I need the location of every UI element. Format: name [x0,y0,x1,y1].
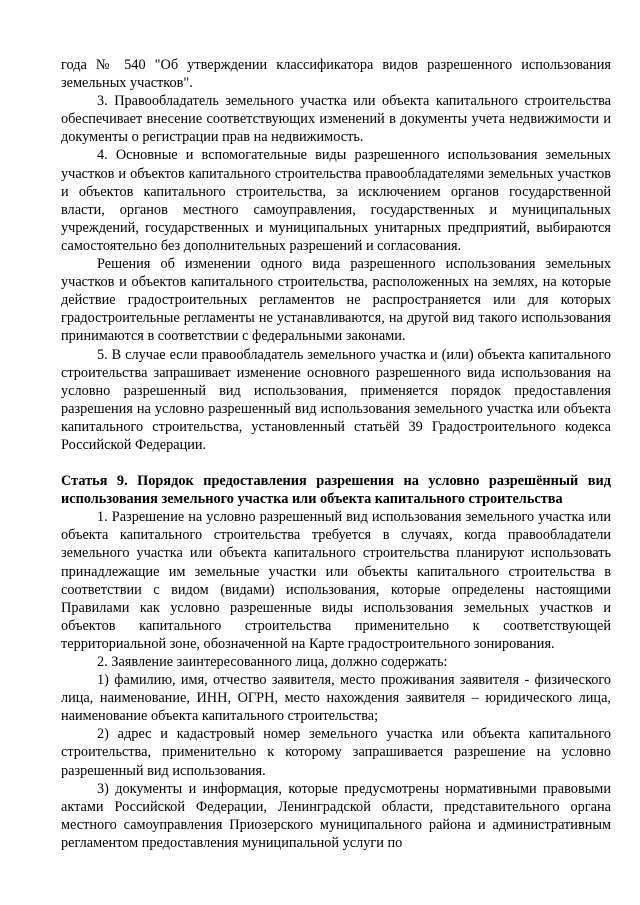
paragraph-continuation: года № 540 "Об утверждении классификатора видов разрешенного использования земельных участков". [61,57,611,92]
article-list-item-1: 1) фамилию, имя, отчество заявителя, место проживания заявителя - физического лица, наименование, ИНН, ОГРН, место нахождения заявителя – юридического лица, наименование объекта капитального строительства; [61,672,611,725]
paragraph-item-3: 3. Правообладатель земельного участка или объекта капитального строительства обеспечивает внесение соответствующих изменений в документы учета недвижимости и документы о регистрации прав на недвижимость. [61,93,611,146]
paragraph-item-4-decisions: Решения об изменении одного вида разрешенного использования земельных участков и объектов капитального строительства, расположенных на землях, на которые действие градостроительных регламентов не распространяется или для которых градостроительные регламенты не устанавливаются, на другой вид такого использования принимаются в соответствии с федеральными законами. [61,256,611,345]
article-list-item-2: 2) адрес и кадастровый номер земельного участка или объекта капитального строительства, применительно к которому запрашивается разрешение на условно разрешенный вид использования. [61,726,611,779]
article-paragraph-2: 2. Заявление заинтересованного лица, должно содержать: [97,654,448,670]
paragraph-item-5: 5. В случае если правообладатель земельного участка и (или) объекта капитального строительства запрашивает изменение основного разрешенного вида использования на условно разрешенный вид использования, применяется порядок предоставления разрешения на условно разрешенный вид использования земельного участка или объекта капитального строительства, установленный статьёй 39 Градостроительного кодекса Российской Федерации. [61,346,611,453]
article-list-item-3: 3) документы и информация, которые предусмотрены нормативными правовыми актами Российской Федерации, Ленинградской области, представительного органа местного самоуправления Приозерского муниципального района и административным регламентом предоставления муниципальной услуги по [61,780,611,851]
article-heading: Статья 9. Порядок предоставления разрешения на условно разрешённый вид использования земельного участка или объекта капитального строительства [61,473,611,508]
article-paragraph-1: 1. Разрешение на условно разрешенный вид использования земельного участка или объекта капитального строительства требуется в случаях, когда правообладатели земельного участка или объекта капитального строительства планируют использовать принадлежащие им земельные участки или объекты капитального строительства в соответствии с видом (видами) использования, которые определены настоящими Правилами как условно разрешенные виды использования земельных участков и объектов капитального строительства применительно к соответствующей территориальной зоне, обозначенной на Карте градостроительного зонирования. [61,509,611,652]
paragraph-item-4: 4. Основные и вспомогательные виды разрешенного использования земельных участков и объектов капитального строительства правообладателями земельных участков и объектов капитального строительства, за исключением органов государственной власти, органов местного самоуправления, государственных и муниципальных учреждений, государственных и муниципальных унитарных предприятий, выбираются самостоятельно без дополнительных разрешений и согласования. [61,147,611,254]
document-page [61,56,611,852]
